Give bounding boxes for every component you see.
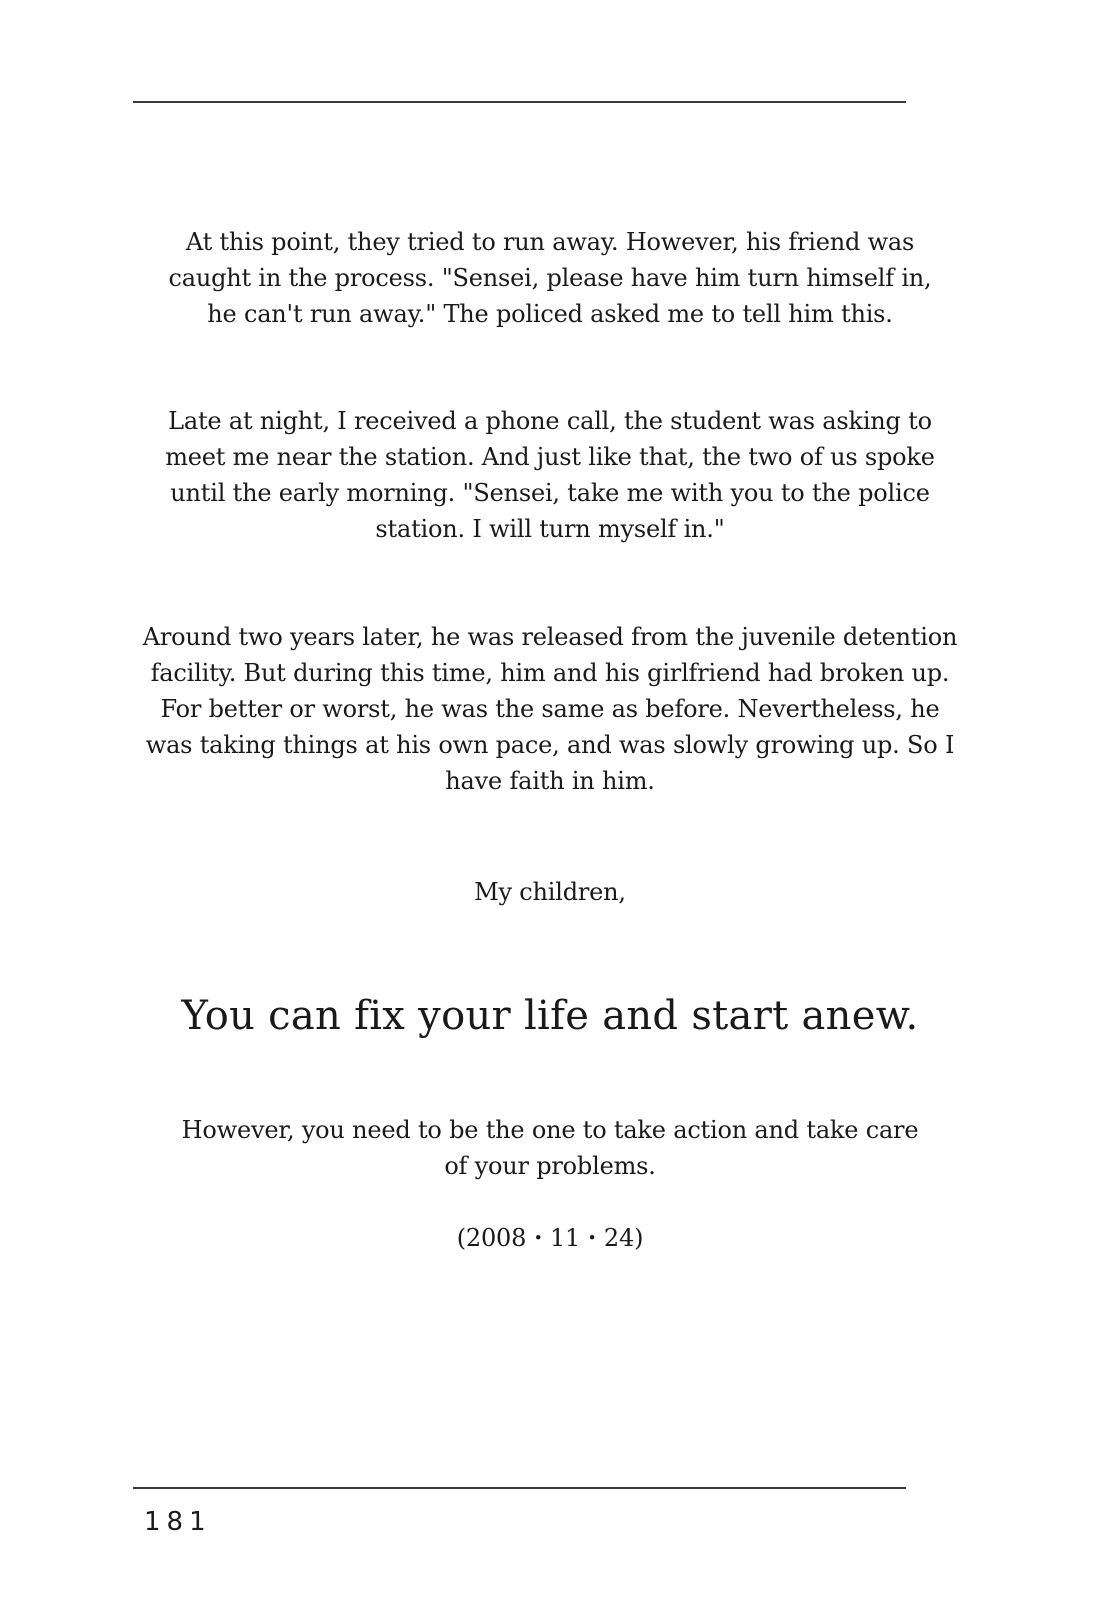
- bottom-rule: [133, 1487, 906, 1489]
- paragraph-run-away: At this point, they tried to run away. However, his friend was caught in the process. "Sensei, please have him turn himself in, he can't run away." The policed asked me to tell him this.: [168, 228, 932, 328]
- top-rule: [133, 101, 906, 103]
- headline-message: You can fix your life and start anew.: [181, 993, 919, 1039]
- closing-paragraph: However, you need to be the one to take action and take care of your problems.: [181, 1116, 919, 1180]
- paragraph-release: Around two years later, he was released from the juvenile detention facility. But during this time, him and his girlfriend had broken up. For better or worst, he was the same as before. Nevertheless, he was taking things at his own pace, and was slowly growing up. So I have faith in him.: [142, 623, 958, 795]
- paragraph-phone-call: Late at night, I received a phone call, the student was asking to meet me near the station. And just like that, the two of us spoke until the early morning. "Sensei, take me with you to the police station. I will turn myself in.": [165, 407, 935, 543]
- page-number: 181: [144, 1507, 212, 1537]
- date-stamp: (2008・11・24): [456, 1224, 644, 1252]
- greeting: My children,: [474, 878, 626, 906]
